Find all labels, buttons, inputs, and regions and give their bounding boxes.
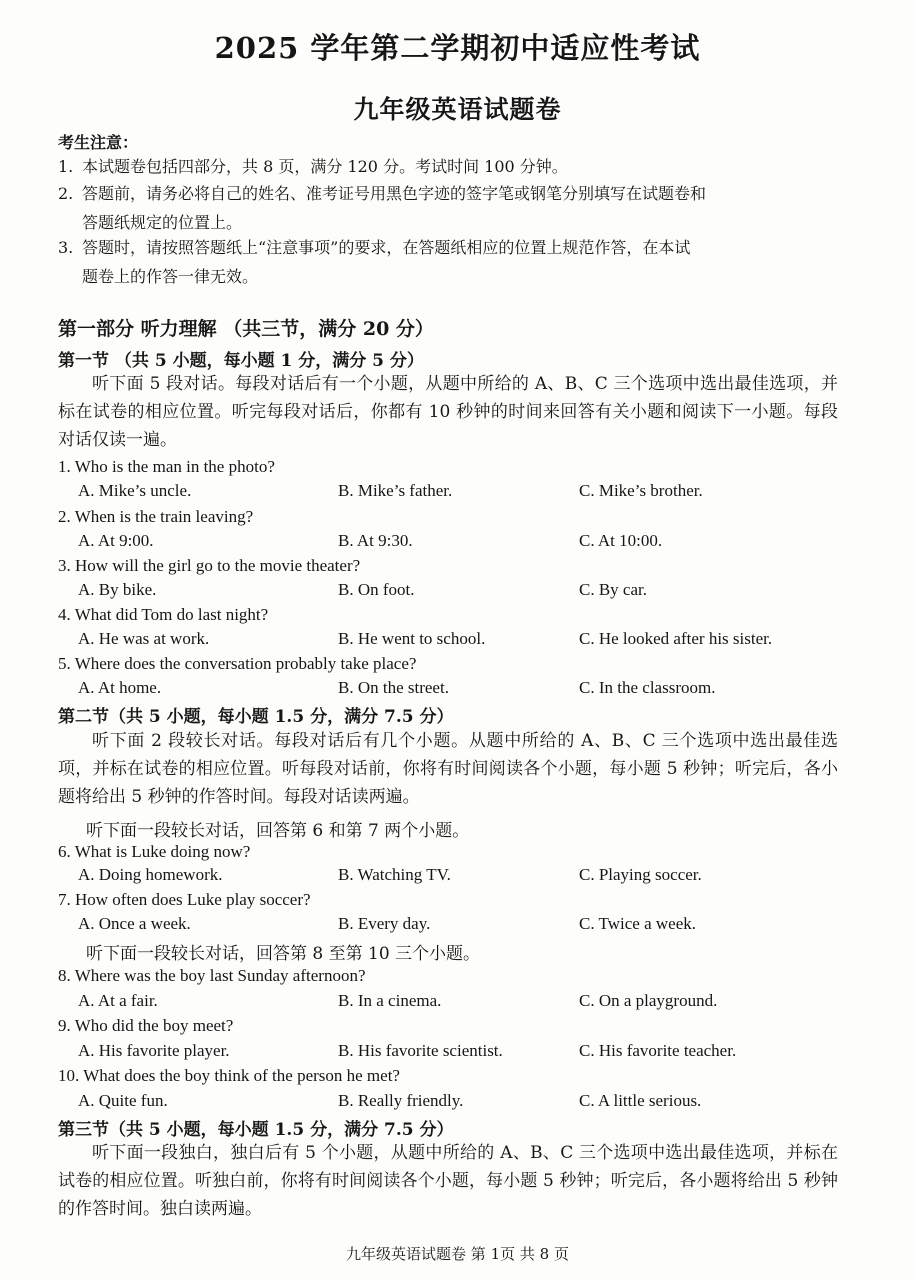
notice-item-text: 答题前，请务必将自己的姓名、准考证号用黑色字迹的签字笔或钢笔分别填写在试题卷和 (82, 184, 707, 203)
question-4-option-a: A. He was at work. (78, 629, 210, 648)
section2-instructions: 听下面 2 段较长对话。每段对话后有几个小题。从题中所给的 A、B、C 三个选项中选出最佳选项，并标在试卷的相应位置。听每段对话前，你将有时间阅读各个小题，每小题 5 秒钟；听完后，各小题将给出 5 秒钟的作答时间。每段对话读两遍。 (58, 731, 838, 807)
question-1-option-c: C. Mike’s brother. (579, 481, 703, 500)
question-8-option-b: B. In a cinema. (338, 991, 442, 1010)
question-8-stem: 8. Where was the boy last Sunday afternoon? (58, 966, 366, 985)
question-4-stem: 4. What did Tom do last night? (58, 605, 269, 624)
notice-item-1 (58, 153, 848, 180)
question-3-option-c: C. By car. (579, 580, 647, 599)
question-6-option-c: C. Playing soccer. (579, 865, 702, 884)
notice-heading: 考生注意： (58, 133, 139, 152)
notice-item-text: 答题时，请按照答题纸上“注意事项”的要求，在答题纸相应的位置上规范作答，在本试 (82, 238, 691, 257)
question-9-option-b: B. His favorite scientist. (338, 1041, 503, 1060)
question-6-option-a: A. Doing homework. (78, 865, 223, 884)
question-8-option-a: A. At a fair. (78, 991, 158, 1010)
section2-heading: 第二节（共 5 小题，每小题 1.5 分，满分 7.5 分） (58, 707, 454, 727)
question-6-stem: 6. What is Luke doing now? (58, 842, 251, 861)
page-footer: 九年级英语试题卷 第 1页 共 8 页 (346, 1245, 569, 1263)
exam-subtitle: 九年级英语试题卷 (353, 95, 562, 124)
question-4-option-b: B. He went to school. (338, 629, 486, 648)
part1-heading: 第一部分 听力理解 （共三节，满分 20 分） (58, 318, 434, 340)
question-9-option-c: C. His favorite teacher. (579, 1041, 737, 1060)
question-1-option-a: A. Mike’s uncle. (78, 481, 192, 500)
notice-item-2 (58, 180, 848, 207)
question-8-option-c: C. On a playground. (579, 991, 718, 1010)
notice-item-number: 2. (58, 184, 74, 203)
section3-heading: 第三节（共 5 小题，每小题 1.5 分，满分 7.5 分） (58, 1120, 454, 1140)
notice-item-number: 3. (58, 238, 74, 257)
notice-item-number: 1. (58, 157, 74, 176)
notice-item-3-continued: 题卷上的作答一律无效。 (82, 267, 259, 286)
section1-instructions: 听下面 5 段对话。每段对话后有一个小题，从题中所给的 A、B、C 三个选项中选出最佳选项，并标在试卷的相应位置。听完每段对话后，你都有 10 秒钟的时间来回答有关小题和阅读下一小题。每段对话仅读一遍。 (58, 374, 838, 450)
section2-dialogue2-instruction: 听下面一段较长对话，回答第 8 至第 10 三个小题。 (86, 944, 481, 964)
question-9-option-a: A. His favorite player. (78, 1041, 230, 1060)
question-7-option-b: B. Every day. (338, 914, 431, 933)
question-7-option-a: A. Once a week. (78, 914, 191, 933)
question-2-option-b: B. At 9:30. (338, 531, 413, 550)
question-6-option-b: B. Watching TV. (338, 865, 451, 884)
section1-heading: 第一节 （共 5 小题，每小题 1 分，满分 5 分） (58, 351, 424, 371)
question-3-option-b: B. On foot. (338, 580, 415, 599)
question-7-option-c: C. Twice a week. (579, 914, 696, 933)
question-5-stem: 5. Where does the conversation probably take place? (58, 654, 417, 673)
question-2-stem: 2. When is the train leaving? (58, 507, 254, 526)
section3-instructions: 听下面一段独白，独白后有 5 个小题，从题中所给的 A、B、C 三个选项中选出最佳选项，并标在试卷的相应位置。听独白前，你将有时间阅读各个小题，每小题 5 秒钟；听完后，各小题将给出 5 秒钟的作答时间。独白读两遍。 (58, 1143, 838, 1219)
question-5-option-a: A. At home. (78, 678, 162, 697)
question-5-option-c: C. In the classroom. (579, 678, 716, 697)
question-7-stem: 7. How often does Luke play soccer? (58, 890, 311, 909)
question-3-option-a: A. By bike. (78, 580, 157, 599)
question-3-stem: 3. How will the girl go to the movie theater? (58, 556, 361, 575)
question-4-option-c: C. He looked after his sister. (579, 629, 773, 648)
question-2-option-c: C. At 10:00. (579, 531, 663, 550)
section2-dialogue1-instruction: 听下面一段较长对话，回答第 6 和第 7 两个小题。 (86, 821, 470, 841)
question-5-option-b: B. On the street. (338, 678, 449, 697)
question-10-option-b: B. Really friendly. (338, 1091, 464, 1110)
question-1-option-b: B. Mike’s father. (338, 481, 453, 500)
notice-item-text: 本试题卷包括四部分，共 8 页，满分 120 分。考试时间 100 分钟。 (82, 157, 568, 176)
question-1-stem: 1. Who is the man in the photo? (58, 457, 275, 476)
question-10-stem: 10. What does the boy think of the person he met? (58, 1066, 400, 1085)
question-10-option-c: C. A little serious. (579, 1091, 702, 1110)
question-2-option-a: A. At 9:00. (78, 531, 154, 550)
exam-title: 2025 学年第二学期初中适应性考试 (214, 31, 701, 65)
notice-item-3 (58, 234, 848, 261)
notice-item-2-continued: 答题纸规定的位置上。 (82, 213, 243, 232)
question-9-stem: 9. Who did the boy meet? (58, 1016, 234, 1035)
question-10-option-a: A. Quite fun. (78, 1091, 168, 1110)
